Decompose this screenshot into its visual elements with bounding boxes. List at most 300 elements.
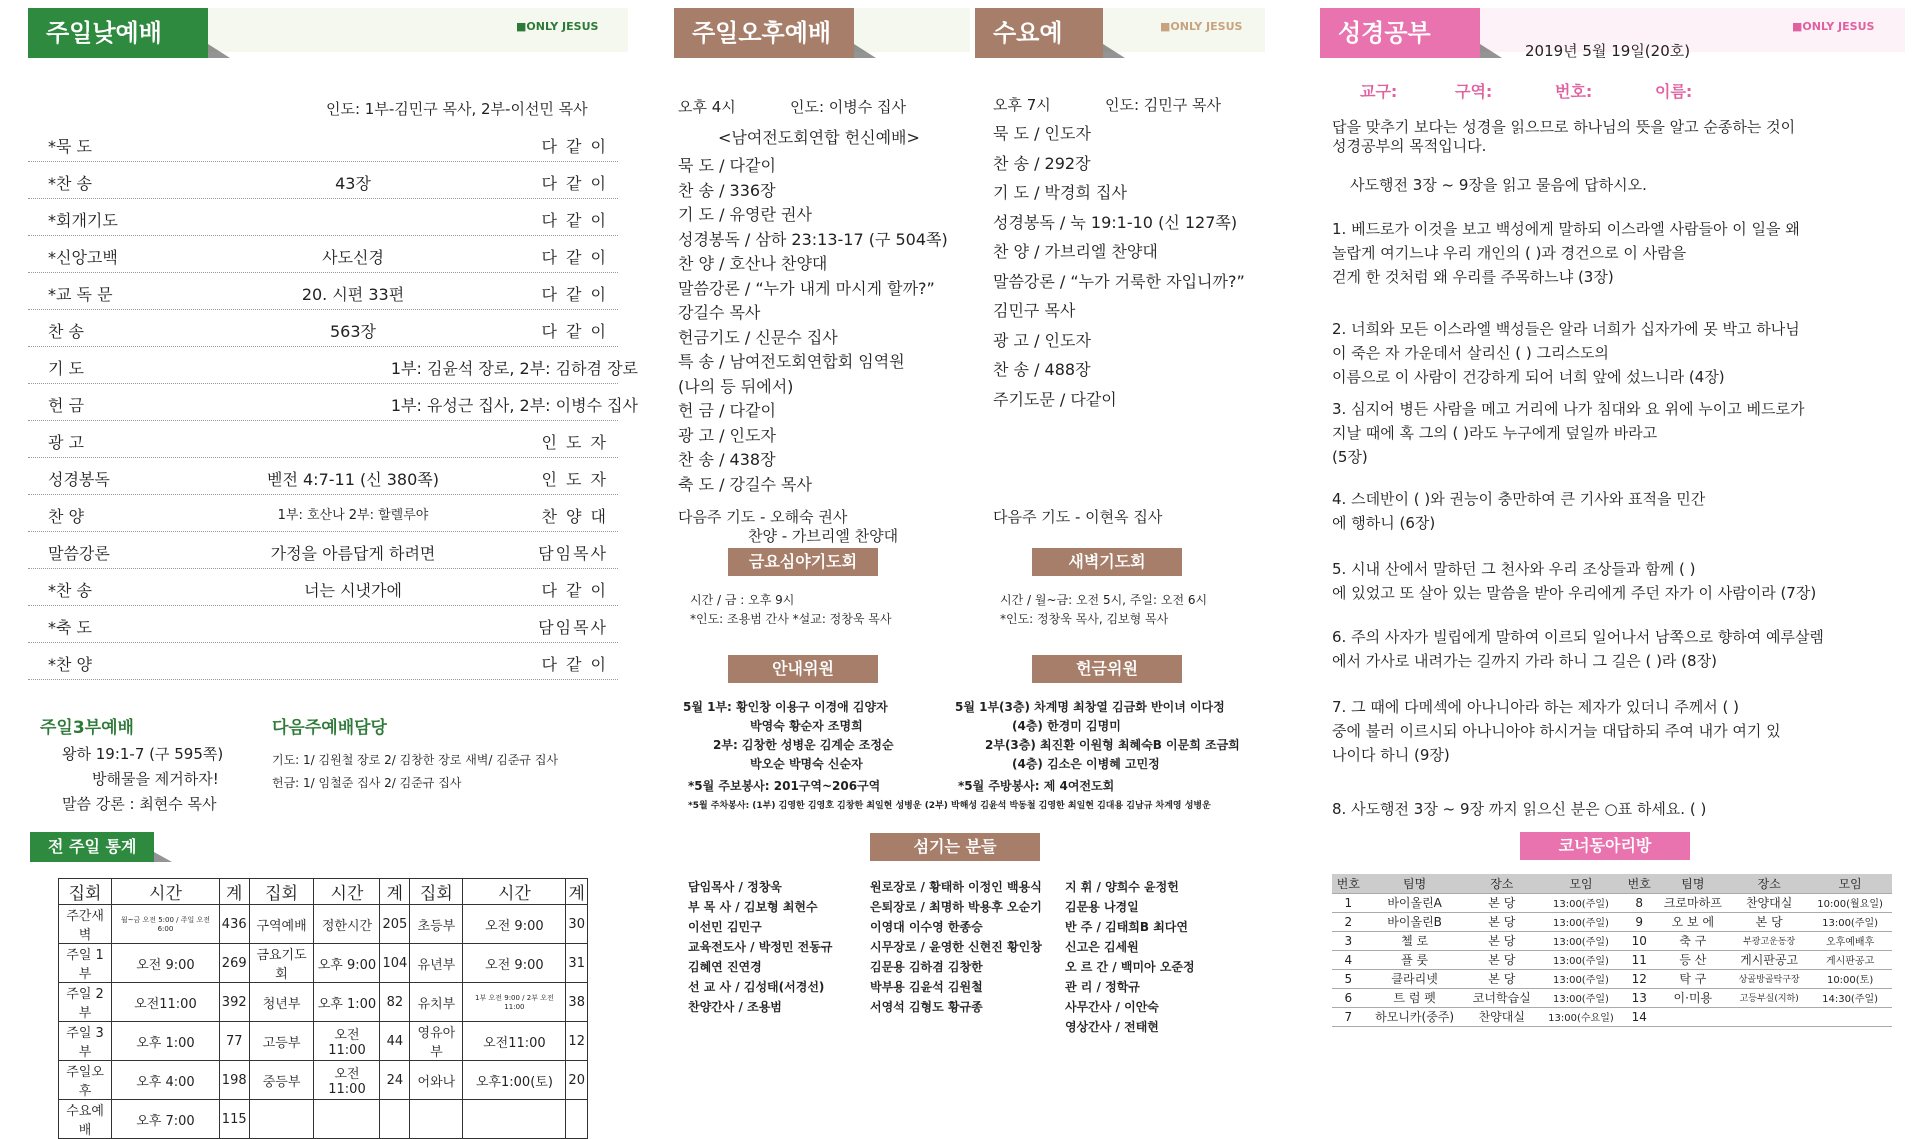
club-cell: 14	[1623, 1007, 1656, 1026]
club-cell	[1808, 1007, 1892, 1026]
afternoon-line: 찬 양 / 호산나 찬양대	[678, 254, 828, 273]
bible-date: 2019년 5월 19일(20호)	[1525, 42, 1691, 60]
service-row	[28, 310, 618, 347]
stats-cell: 104	[380, 944, 410, 983]
service-leader: 다 같 이	[541, 322, 608, 341]
club-header-cell: 모임	[1808, 874, 1892, 893]
club-cell: 찬양대실	[1465, 1007, 1540, 1026]
question-line: 지날 때에 혹 그의 ( )라도 누구에게 덮일까 바라고	[1332, 424, 1658, 442]
bible-intro-1: 답을 맞추기 보다는 성경을 읽으므로 하나님의 뜻을 알고 순종하는 것이	[1332, 118, 1796, 136]
stats-cell: 오후 9:00	[314, 944, 380, 983]
offering-line-1: 5월 1부(3층) 차계명 최창열 김금화 반이녀 이다정	[955, 700, 1225, 714]
stats-cell: 오전11:00	[314, 1061, 380, 1100]
service-item: *찬 송	[48, 581, 92, 600]
stats-cell: 오전 9:00	[112, 944, 220, 983]
service-item: *신앙고백	[48, 248, 118, 267]
afternoon-line: 찬 송 / 438장	[678, 450, 776, 469]
question-line: 이 죽은 자 가운데서 살리신 ( ) 그리스도의	[1332, 344, 1609, 362]
wednesday-line: 기 도 / 박경희 집사	[993, 183, 1127, 202]
wednesday-time: 오후 7시	[993, 96, 1051, 114]
next-week-title: 다음주예배담당	[272, 718, 387, 738]
question-line: 이름으로 이 사람이 건강하게 되어 너희 앞에 섰느니라 (4장)	[1332, 368, 1725, 386]
club-cell: 첼 로	[1365, 931, 1465, 950]
club-cell: 13:00(주일)	[1539, 969, 1623, 988]
afternoon-leader: 인도: 이병수 집사	[790, 98, 907, 116]
club-row	[1332, 988, 1892, 1007]
service-leader: 인 도 자	[541, 470, 608, 489]
stats-cell: 청년부	[249, 983, 314, 1022]
service-content: 20. 시편 33편	[301, 285, 405, 304]
dawn-prayer-title: 새벽기도회	[1032, 548, 1182, 576]
server-line: 시무장로 / 윤영한 신현진 황인창	[870, 940, 1042, 954]
stats-cell: 유년부	[410, 944, 463, 983]
stats-header-cell: 시간	[314, 879, 380, 905]
stats-cell: 주일 3부	[59, 1022, 112, 1061]
section-title-morning: 주일낮예배	[28, 8, 208, 58]
label-zone: 구역:	[1455, 82, 1493, 101]
stats-cell: 24	[380, 1061, 410, 1100]
stats-cell: 고등부	[249, 1022, 314, 1061]
club-cell: 등 산	[1656, 950, 1731, 969]
label-number: 번호:	[1555, 82, 1593, 101]
stats-cell: 44	[380, 1022, 410, 1061]
club-cell: 오 보 에	[1656, 912, 1731, 931]
stats-cell: 20	[566, 1061, 588, 1100]
service-row	[28, 199, 618, 236]
wednesday-line: 말씀강론 / “누가 거룩한 자입니까?”	[993, 271, 1245, 291]
wednesday-line: 찬 양 / 가브리엘 찬양대	[993, 242, 1158, 261]
service-leader: 담임목사	[538, 618, 608, 637]
club-cell: 13:00(주일)	[1539, 893, 1623, 912]
server-line: 김문용 나경일	[1065, 900, 1139, 914]
service-row	[28, 643, 618, 680]
service-content: 563장	[330, 322, 376, 341]
service-item: 기 도	[48, 359, 84, 378]
club-cell: 게시판공고	[1808, 950, 1892, 969]
wednesday-worship-column	[975, 0, 1275, 1061]
stats-cell: 어와나	[410, 1061, 463, 1100]
club-cell: 클라리넷	[1365, 969, 1465, 988]
wednesday-line: 찬 송 / 292장	[993, 153, 1091, 173]
stats-cell: 오전11:00	[314, 1022, 380, 1061]
question-line: 놀랍게 여기느냐 우리 개인의 ( )과 경건으로 이 사람을	[1332, 244, 1687, 262]
service-row	[28, 421, 618, 458]
service-row	[28, 384, 638, 421]
stats-row	[59, 1061, 588, 1100]
club-row	[1332, 1007, 1892, 1026]
club-cell	[1656, 1007, 1731, 1026]
club-cell: 본 당	[1465, 950, 1540, 969]
question-line: 2. 너희와 모든 이스라엘 백성들은 알라 너희가 십자가에 못 박고 하나님	[1332, 320, 1800, 338]
club-header-cell: 장소	[1730, 874, 1808, 893]
stats-cell: 오후 1:00	[314, 983, 380, 1022]
kitchen-service: *5월 주방봉사: 제 4여전도회	[958, 779, 1115, 793]
stats-cell	[249, 1100, 314, 1139]
afternoon-line: 특 송 / 남여전도회연합회 임역원	[678, 352, 905, 371]
service-leader: 다 같 이	[541, 137, 608, 156]
stats-cell: 오후 7:00	[112, 1100, 220, 1139]
wednesday-line: 성경봉독 / 눅 19:1-10 (신 127쪽)	[993, 212, 1238, 232]
club-cell: 트 럼 펫	[1365, 988, 1465, 1007]
friday-leader: *인도: 조용범 간사 *설교: 정창욱 목사	[690, 612, 892, 626]
section-title-afternoon: 주일오후예배	[674, 8, 854, 58]
label-name: 이름:	[1655, 82, 1693, 101]
club-cell: 3	[1332, 931, 1365, 950]
stats-cell: 269	[219, 944, 249, 983]
wednesday-next-prayer: 다음주 기도 - 이현옥 집사	[993, 508, 1163, 526]
stats-row	[59, 983, 588, 1022]
service-content: 사도신경	[322, 248, 384, 267]
service-row	[28, 347, 638, 384]
wednesday-leader: 인도: 김민구 목사	[1105, 96, 1222, 114]
server-line: 사무간사 / 이안숙	[1065, 1000, 1159, 1014]
club-cell: 본 당	[1465, 912, 1540, 931]
question-line: 에서 가사로 내려가는 길까지 가라 하니 그 길은 ( )라 (8장)	[1332, 652, 1717, 670]
stats-row	[59, 1022, 588, 1061]
service-row	[28, 273, 618, 310]
service-item: *묵 도	[48, 137, 92, 156]
morning-leader: 인도: 1부-김민구 목사, 2부-이선민 목사	[326, 100, 588, 118]
club-row	[1332, 931, 1892, 950]
stats-header-cell: 집회	[59, 879, 112, 905]
morning-worship-column	[0, 0, 640, 1138]
usher-title: 안내위원	[728, 655, 878, 683]
label-district: 교구:	[1360, 82, 1398, 101]
stats-row	[59, 905, 588, 944]
stats-header-cell: 시간	[463, 879, 566, 905]
stats-cell: 오후 4:00	[112, 1061, 220, 1100]
afternoon-time: 오후 4시	[678, 98, 736, 116]
stats-cell: 수요예배	[59, 1100, 112, 1139]
stats-cell: 198	[219, 1061, 249, 1100]
usher-line-1: 5월 1부: 황인창 이용구 이경애 김양자	[683, 700, 888, 714]
stats-header-cell: 계	[219, 879, 249, 905]
server-line: 지 휘 / 양희수 윤정헌	[1065, 880, 1179, 894]
stats-cell: 정한시간	[314, 905, 380, 944]
server-line: 김문용 김하겸 김창한	[870, 960, 983, 974]
club-row	[1332, 950, 1892, 969]
bulletin-service: *5월 주보봉사: 201구역~206구역	[688, 779, 881, 793]
server-line: 관 리 / 정학규	[1065, 980, 1140, 994]
stats-cell: 주일 2부	[59, 983, 112, 1022]
stats-cell: 82	[380, 983, 410, 1022]
club-cell: 1	[1332, 893, 1365, 912]
club-cell: 본 당	[1730, 912, 1808, 931]
service-leader: 인 도 자	[541, 433, 608, 452]
service-leader: 다 같 이	[541, 174, 608, 193]
service-item: *회개기도	[48, 211, 118, 230]
club-cell: 고등부실(지하)	[1730, 988, 1808, 1007]
club-cell: 13:00(주일)	[1539, 988, 1623, 1007]
question-line: 3. 심지어 병든 사람을 메고 거리에 나가 침대와 요 위에 누이고 베드로가	[1332, 400, 1805, 418]
stats-cell	[314, 1100, 380, 1139]
afternoon-line: 광 고 / 인도자	[678, 425, 776, 445]
afternoon-line: 축 도 / 강길수 목사	[678, 474, 812, 494]
question-line: 에 행하니 (6장)	[1332, 514, 1436, 532]
service-content: 벧전 4:7-11 (신 380쪽)	[267, 470, 439, 489]
club-cell	[1730, 1007, 1808, 1026]
service-leader: 다 같 이	[541, 581, 608, 600]
server-line: 박부용 김윤석 김원철	[870, 980, 983, 994]
afternoon-line: 말씀강론 / “누가 내게 마시게 할까?”	[678, 278, 935, 298]
club-cell: 8	[1623, 893, 1656, 912]
service-leader: 담임목사	[538, 544, 608, 563]
wednesday-line: 김민구 목사	[993, 301, 1076, 320]
club-cell: 이·미용	[1656, 988, 1731, 1007]
service-item: 광 고	[48, 433, 84, 452]
afternoon-line: (나의 등 뒤에서)	[678, 376, 794, 396]
stats-cell: 392	[219, 983, 249, 1022]
service-leader: 찬 양 대	[541, 507, 608, 526]
server-line: 이영대 이수영 한종승	[870, 920, 983, 934]
server-line: 은퇴장로 / 최명하 박용후 오순기	[870, 900, 1042, 914]
club-cell: 게시판공고	[1730, 950, 1808, 969]
stats-cell: 115	[219, 1100, 249, 1139]
club-cell: 13:00(주일)	[1539, 912, 1623, 931]
stats-cell: 중등부	[249, 1061, 314, 1100]
stats-cell: 오전 9:00	[463, 944, 566, 983]
stats-cell: 초등부	[410, 905, 463, 944]
club-header-cell: 장소	[1465, 874, 1540, 893]
only-jesus-label: ■ONLY JESUS	[1792, 20, 1875, 33]
service-item: *교 독 문	[48, 285, 113, 304]
server-line: 부 목 사 / 김보형 최현수	[688, 900, 818, 914]
server-line: 영상간사 / 전태현	[1065, 1020, 1159, 1034]
third-service-line-1: 왕하 19:1-7 (구 595쪽)	[62, 745, 224, 763]
question-line: 8. 사도행전 3장 ~ 9장 까지 읽으신 분은 ○표 하세요. ( )	[1332, 800, 1707, 818]
club-cell: 6	[1332, 988, 1365, 1007]
question-line: 7. 그 때에 다메섹에 아나니아라 하는 제자가 있더니 주께서 ( )	[1332, 698, 1739, 716]
dawn-time: 시간 / 월~금: 오전 5시, 주일: 오전 6시	[1000, 593, 1208, 607]
server-line: 선 교 사 / 김성태(서경선)	[688, 980, 825, 994]
question-line: 1. 베드로가 이것을 보고 백성에게 말하되 이스라엘 사람들아 이 일을 왜	[1332, 220, 1800, 238]
club-table	[1332, 874, 1892, 1027]
section-title-wednesday: 수요예배	[975, 8, 1103, 58]
stats-cell: 영유아부	[410, 1022, 463, 1061]
service-row	[28, 125, 618, 162]
only-jesus-label: ■ONLY JESUS	[516, 20, 599, 33]
club-title: 코너동아리방	[1520, 832, 1690, 860]
club-cell: 하모니카(중주)	[1365, 1007, 1465, 1026]
stats-cell: 오전 9:00	[463, 905, 566, 944]
service-row	[28, 458, 618, 495]
question-line: 5. 시내 산에서 말하던 그 천사와 우리 조상들과 함께 ( )	[1332, 560, 1696, 578]
club-row	[1332, 893, 1892, 912]
afternoon-line: 헌 금 / 다같이	[678, 401, 776, 420]
stats-table	[58, 878, 588, 1139]
service-content: 1부: 김윤석 장로, 2부: 김하겸 장로	[390, 359, 638, 378]
club-cell: 본 당	[1465, 893, 1540, 912]
stats-row	[59, 1100, 588, 1139]
stats-cell	[463, 1100, 566, 1139]
club-row	[1332, 912, 1892, 931]
third-service-title: 주일3부예배	[40, 718, 134, 738]
stats-cell	[566, 1100, 588, 1139]
offering-line-4: (4층) 김소은 이병혜 고민정	[1012, 757, 1160, 771]
club-row	[1332, 969, 1892, 988]
question-line: 4. 스데반이 ( )와 권능이 충만하여 큰 기사와 표적을 민간	[1332, 490, 1706, 508]
server-line: 반 주 / 김태희B 최다연	[1065, 920, 1188, 934]
stats-header-cell: 계	[566, 879, 588, 905]
servers-title: 섬기는 분들	[870, 833, 1040, 861]
club-cell: 13:00(주일)	[1808, 912, 1892, 931]
usher-line-3: 2부: 김창한 성병운 김계순 조정순	[713, 738, 894, 752]
wednesday-line: 찬 송 / 488장	[993, 360, 1091, 379]
club-cell: 탁 구	[1656, 969, 1731, 988]
stats-cell: 주일 1부	[59, 944, 112, 983]
club-cell: 13	[1623, 988, 1656, 1007]
club-cell: 13:00(주일)	[1539, 950, 1623, 969]
service-item: 찬 송	[48, 322, 84, 341]
stats-cell: 오전11:00	[112, 983, 220, 1022]
server-line: 오 르 간 / 백미아 오준정	[1065, 960, 1195, 974]
bible-study-column	[1320, 0, 1920, 1061]
club-header-cell: 모임	[1539, 874, 1623, 893]
club-cell: 상골방골탁구장	[1730, 969, 1808, 988]
stats-cell: 구역예배	[249, 905, 314, 944]
stats-row	[59, 944, 588, 983]
stats-cell: 주간새벽	[59, 905, 112, 944]
question-line: 6. 주의 사자가 빌립에게 말하여 이르되 일어나서 남쪽으로 향하여 예루살렘	[1332, 628, 1824, 646]
friday-prayer-title: 금요심야기도회	[728, 548, 878, 576]
service-row	[28, 236, 618, 273]
stats-cell: 31	[566, 944, 588, 983]
club-cell: 부광고운동장	[1730, 931, 1808, 950]
afternoon-line: 묵 도 / 다같이	[678, 156, 776, 175]
stats-cell: 오전11:00	[463, 1022, 566, 1061]
afternoon-line: 기 도 / 유영란 권사	[678, 205, 812, 224]
server-line: 김혜연 진연경	[688, 960, 762, 974]
club-cell: 4	[1332, 950, 1365, 969]
club-cell: 9	[1623, 912, 1656, 931]
club-cell: 찬양대실	[1730, 893, 1808, 912]
stats-header-cell: 시간	[112, 879, 220, 905]
club-cell: 바이올린B	[1365, 912, 1465, 931]
afternoon-subtitle: <남여전도회연합 헌신예배>	[718, 128, 920, 147]
offering-line-3: 2부(3층) 최진환 이원형 최혜숙B 이문희 조금희	[985, 738, 1240, 752]
club-cell: 축 구	[1656, 931, 1731, 950]
club-cell: 10:00(토)	[1808, 969, 1892, 988]
stats-cell: 38	[566, 983, 588, 1022]
wednesday-line: 광 고 / 인도자	[993, 330, 1091, 350]
club-cell: 2	[1332, 912, 1365, 931]
next-week-line-1: 기도: 1/ 김원철 장로 2/ 김창한 장로 새벽/ 김준규 집사	[272, 753, 559, 767]
stats-cell: 유치부	[410, 983, 463, 1022]
bible-intro-2: 성경공부의 목적입니다.	[1332, 137, 1487, 155]
service-item: 말씀강론	[48, 544, 110, 563]
club-header-cell: 팀명	[1365, 874, 1465, 893]
service-content: 너는 시냇가에	[304, 581, 402, 600]
wednesday-line: 주기도문 / 다같이	[993, 389, 1117, 409]
section-title-bible: 성경공부	[1320, 8, 1480, 58]
stats-cell: 12	[566, 1022, 588, 1061]
stats-cell: 30	[566, 905, 588, 944]
stats-header-cell: 집회	[249, 879, 314, 905]
service-item: 찬 양	[48, 507, 84, 526]
server-line: 이선민 김민구	[688, 920, 762, 934]
server-line: 신고은 김세원	[1065, 940, 1139, 954]
question-line: 나이다 하니 (9장)	[1332, 746, 1450, 764]
club-cell: 14:30(주일)	[1808, 988, 1892, 1007]
afternoon-line: 헌금기도 / 신문수 집사	[678, 327, 838, 347]
stats-header-cell: 집회	[410, 879, 463, 905]
next-week-line-2: 헌금: 1/ 임철준 집사 2/ 김준규 집사	[272, 776, 462, 790]
friday-time: 시간 / 금 : 오후 9시	[690, 593, 795, 607]
stats-cell: 금요기도회	[249, 944, 314, 983]
service-item: *찬 송	[48, 174, 92, 193]
club-cell: 10	[1623, 931, 1656, 950]
club-cell: 바이올린A	[1365, 893, 1465, 912]
stats-cell	[410, 1100, 463, 1139]
stats-cell: 205	[380, 905, 410, 944]
club-cell: 크로마하프	[1656, 893, 1731, 912]
afternoon-line: 성경봉독 / 삼하 23:13-17 (구 504쪽)	[678, 229, 948, 249]
third-service-line-3: 말씀 강론 : 최현수 목사	[62, 795, 217, 813]
stats-title: 전 주일 통계	[30, 832, 154, 862]
stats-cell	[380, 1100, 410, 1139]
question-line: 에 있었고 또 살아 있는 말씀을 받아 우리에게 주던 자가 이 사람이라 (7장)	[1332, 584, 1817, 602]
club-cell: 12	[1623, 969, 1656, 988]
club-cell: 플 룻	[1365, 950, 1465, 969]
stats-cell: 436	[219, 905, 249, 944]
service-item: *축 도	[48, 618, 92, 637]
server-line: 담임목사 / 정창욱	[688, 880, 782, 894]
stats-cell: 월~금 오전 5:00 / 주일 오전 6:00	[112, 905, 220, 944]
afternoon-next-praise: 찬양 - 가브리엘 찬양대	[748, 527, 899, 545]
dawn-leader: *인도: 정창욱 목사, 김보형 목사	[1000, 612, 1169, 626]
question-line: (5장)	[1332, 448, 1368, 466]
service-item: 성경봉독	[48, 470, 110, 489]
club-header-cell: 번호	[1623, 874, 1656, 893]
service-content: 1부: 호산나 2부: 할렐루야	[277, 508, 429, 523]
stats-cell: 77	[219, 1022, 249, 1061]
club-cell: 코너학습실	[1465, 988, 1540, 1007]
club-cell: 11	[1623, 950, 1656, 969]
usher-line-4: 박오순 박명숙 신순자	[750, 757, 863, 771]
stats-cell: 주일오후	[59, 1061, 112, 1100]
service-leader: 다 같 이	[541, 211, 608, 230]
third-service-line-2: 방해물을 제거하자!	[92, 770, 219, 788]
club-cell: 본 당	[1465, 931, 1540, 950]
parking-service: *5월 주차봉사: (1부) 김영한 김영호 김창한 최일현 성병운 (2부) 박해성 김윤석 박동철 김영한 최일현 김대용 김남규 차계영 성병운	[688, 801, 1211, 811]
service-leader: 다 같 이	[541, 248, 608, 267]
service-content: 가정을 아름답게 하려면	[270, 544, 436, 563]
club-cell: 본 당	[1465, 969, 1540, 988]
club-cell: 오후예배후	[1808, 931, 1892, 950]
offering-title: 헌금위원	[1032, 655, 1182, 683]
club-cell: 5	[1332, 969, 1365, 988]
service-row	[28, 532, 618, 569]
stats-cell: 오후 1:00	[112, 1022, 220, 1061]
service-row	[28, 495, 618, 532]
question-line: 걷게 한 것처럼 왜 우리를 주목하느냐 (3장)	[1332, 268, 1614, 286]
server-line: 찬양간사 / 조용범	[688, 1000, 782, 1014]
club-cell: 7	[1332, 1007, 1365, 1026]
stats-header-cell: 계	[380, 879, 410, 905]
offering-line-2: (4층) 한경미 김명미	[1012, 719, 1121, 733]
service-content: 43장	[335, 174, 371, 193]
club-cell: 13:00(주일)	[1539, 931, 1623, 950]
service-row	[28, 569, 618, 606]
club-header-cell: 번호	[1332, 874, 1365, 893]
stats-cell: 1부 오전 9:00 / 2부 오전 11:00	[463, 983, 566, 1022]
stats-cell: 오후1:00(토)	[463, 1061, 566, 1100]
server-line: 원로장로 / 황태하 이정인 백용식	[870, 880, 1042, 894]
afternoon-line: 강길수 목사	[678, 303, 761, 322]
club-header-cell: 팀명	[1656, 874, 1731, 893]
only-jesus-label: ■ONLY JESUS	[1160, 20, 1243, 33]
service-row	[28, 606, 618, 643]
